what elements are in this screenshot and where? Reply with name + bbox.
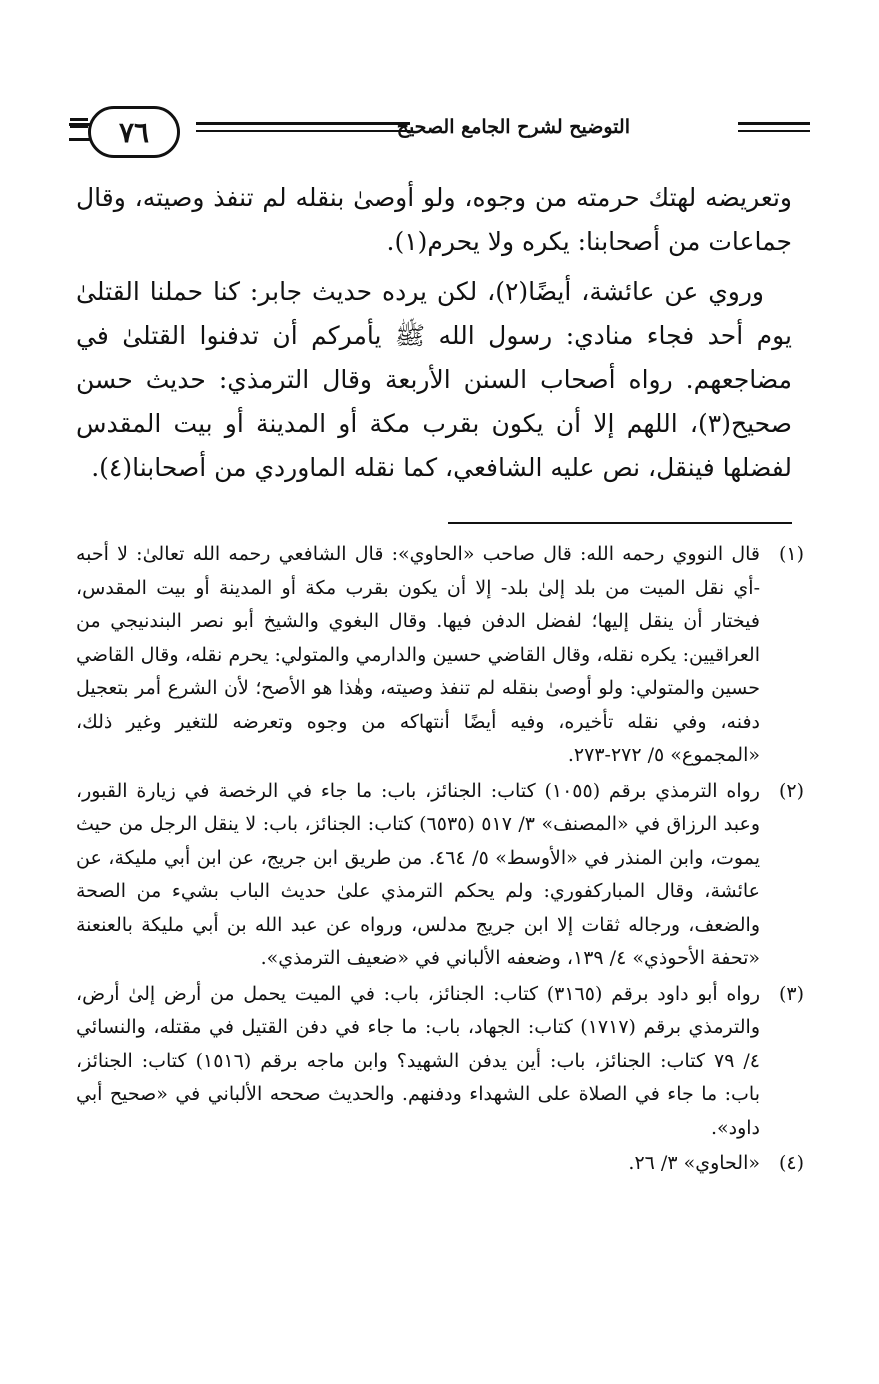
- footnote-text: رواه الترمذي برقم (١٠٥٥) كتاب: الجنائز، باب: ما جاء في الرخصة في زيارة القبور، وعبد الرزاق في «المصنف» ٣/ ٥١٧ (٦٥٣٥) كتاب: الجنائز، باب: لا ينقل الرجل من حيث يموت، وابن المنذر في «الأوسط» ٥/ ٤٦٤. من طريق ابن جريج، عن ابن أبي مليكة، عن عائشة، وقال المباركفوري: ولم يحكم الترمذي علىٰ حديث الباب بشيء من الصحة والضعف، ورجاله ثقات إلا ابن جريج مدلس، ورواه عن عبد الله بن أبي مليكة بالعنعنة «تحفة الأحوذي» ٤/ ١٣٩، وضعفه الألباني في «ضعيف الترمذي».: [76, 779, 760, 969]
- header-rule-right-lower: [738, 130, 810, 132]
- header-rule-middle: [196, 122, 410, 125]
- footnote-separator: [448, 522, 792, 524]
- footnote-text: قال النووي رحمه الله: قال صاحب «الحاوي»: قال الشافعي رحمه الله تعالىٰ: لا أحبه -أي نقل الميت من بلد إلىٰ بلد- إلا أن يكون بقرب مكة أو المدينة أو بيت المقدس، فيختار أن ينقل إليها؛ لفضل الدفن فيها. وقال البغوي والشيخ أبو نصر البندنيجي من العراقيين: يكره نقله، وقال القاضي حسين والدارمي والمتولي: يحرم نقله، وقال القاضي حسين والمتولي: ولو أوصىٰ بنقله لم تنفذ وصيته، وهٰذا هو الأصح؛ لأن الشرع أمر بتعجيل دفنه، وفي نقله تأخيره، وفيه أيضًا أنتهاكه من وجوه وتعرضه للتغير وغير ذلك، «المجموع» ٥/ ٢٧٢-٢٧٣.: [76, 543, 760, 766]
- page-number-badge: [88, 106, 180, 158]
- header-rule-left: [70, 118, 88, 121]
- footnote-item: [76, 978, 804, 1146]
- page-header: [70, 104, 810, 164]
- footnote-marker: (٢): [778, 779, 804, 802]
- main-text: [76, 176, 792, 496]
- page-number: ٧٦: [118, 115, 150, 149]
- header-rule-right: [738, 122, 810, 125]
- footnote-marker: (٣): [778, 982, 804, 1005]
- footnote-item: [76, 538, 804, 773]
- footnote-text: «الحاوي» ٣/ ٢٦.: [628, 1152, 760, 1174]
- footnote-item: [76, 1147, 804, 1181]
- footnote-text: رواه أبو داود برقم (٣١٦٥) كتاب: الجنائز، باب: في الميت يحمل من أرض إلىٰ أرض، والترمذي برقم (١٧١٧) كتاب: الجهاد، باب: ما جاء في دفن القتيل في مقتله، والنسائي ٤/ ٧٩ كتاب: الجنائز، باب: أين يدفن الشهيد؟ وابن ماجه برقم (١٥١٦) كتاب: الجنائز، باب: ما جاء في الصلاة على الشهداء ودفنهم. والحديث صححه الألباني في «صحيح أبي داود».: [76, 982, 761, 1139]
- footnote-item: [76, 775, 804, 976]
- footnote-marker: (١): [778, 543, 804, 565]
- footnote-marker: (٤): [778, 1152, 804, 1174]
- running-title: التوضيح لشرح الجامع الصحيح: [396, 116, 630, 138]
- header-rule-middle-lower: [196, 130, 410, 132]
- body-paragraph: وروي عن عائشة، أيضًا(٢)، لكن يرده حديث جابر: كنا حملنا القتلىٰ يوم أحد فجاء منادي: رسول الله ﷺ يأمركم أن تدفنوا القتلىٰ في مضاجعهم. رواه أصحاب السنن الأربعة وقال الترمذي: حديث حسن صحيح(٣)، اللهم إلا أن يكون بقرب مكة أو المدينة أو بيت المقدس لفضلها فينقل، نص عليه الشافعي، كما نقله الماوردي من أصحابنا(٤).: [76, 277, 792, 482]
- body-paragraph: وتعريضه لهتك حرمته من وجوه، ولو أوصىٰ بنقله لم تنفذ وصيته، وقال جماعات من أصحابنا: يكره ولا يحرم(١).: [76, 183, 792, 256]
- footnotes: [76, 538, 804, 1183]
